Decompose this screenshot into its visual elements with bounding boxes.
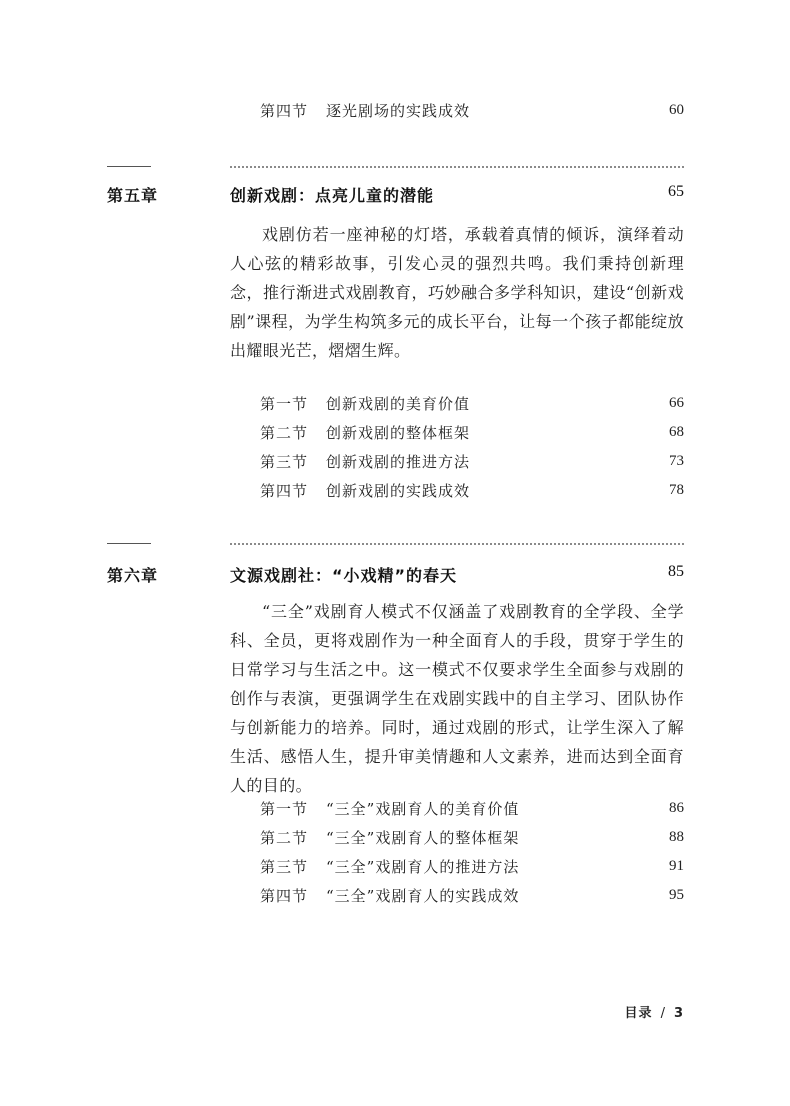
toc-section-row [260, 419, 684, 445]
toc-section-row [260, 882, 684, 908]
section-page-number: 60 [669, 101, 684, 118]
toc-section-row [260, 795, 684, 821]
section-title: “三全”戏剧育人的美育价值 [326, 799, 520, 818]
section-label: 第二节 [260, 828, 309, 847]
chapter-page-number: 85 [668, 563, 684, 580]
section-title: 创新戏剧的美育价值 [326, 394, 471, 413]
section-page-number: 78 [669, 481, 684, 498]
footer-label: 目录 [624, 1006, 653, 1021]
section-label: 第四节 [260, 101, 309, 120]
section-page-number: 95 [669, 886, 684, 903]
section-label: 第一节 [260, 394, 309, 413]
chapter-divider-short [107, 543, 151, 544]
section-label: 第四节 [260, 886, 309, 905]
chapter-divider-dotted [230, 543, 684, 545]
toc-section-row [260, 448, 684, 474]
chapter-label: 第六章 [107, 566, 159, 585]
toc-section-row [260, 853, 684, 879]
toc-section-row [260, 477, 684, 503]
toc-section-row [260, 97, 684, 123]
toc-section-row [260, 824, 684, 850]
section-title: 创新戏剧的实践成效 [326, 481, 471, 500]
chapter-intro: 戏剧仿若一座神秘的灯塔，承载着真情的倾诉，演绎着动人心弦的精彩故事，引发心灵的强烈共鸣。我们秉持创新理念，推行渐进式戏剧教育，巧妙融合多学科知识，建设“创新戏剧”课程，为学生构筑多元的成长平台，让每一个孩子都能绽放出耀眼光芒，熠熠生辉。 [230, 225, 684, 360]
footer-separator: / [660, 1006, 666, 1021]
chapter-label: 第五章 [107, 186, 159, 205]
section-label: 第三节 [260, 452, 309, 471]
page-footer [625, 1002, 684, 1021]
section-label: 第四节 [260, 481, 309, 500]
section-title: “三全”戏剧育人的实践成效 [326, 886, 520, 905]
chapter-intro: “三全”戏剧育人模式不仅涵盖了戏剧教育的全学段、全学科、全员，更将戏剧作为一种全面育人的手段，贯穿于学生的日常学习与生活之中。这一模式不仅要求学生全面参与戏剧的创作与表演，更强调学生在戏剧实践中的自主学习、团队协作与创新能力的培养。同时，通过戏剧的形式，让学生深入了解生活、感悟人生，提升审美情趣和人文素养，进而达到全面育人的目的。 [230, 602, 684, 795]
section-page-number: 86 [669, 799, 684, 816]
section-label: 第一节 [260, 799, 309, 818]
chapter-divider-short [107, 166, 151, 167]
section-title: 创新戏剧的整体框架 [326, 423, 471, 442]
section-title: “三全”戏剧育人的推进方法 [326, 857, 520, 876]
section-label: 第三节 [260, 857, 309, 876]
section-title: “三全”戏剧育人的整体框架 [326, 828, 520, 847]
section-page-number: 68 [669, 423, 684, 440]
chapter-divider-dotted [230, 166, 684, 168]
chapter-page-number: 65 [668, 183, 684, 200]
section-title: 创新戏剧的推进方法 [326, 452, 471, 471]
section-label: 第二节 [260, 423, 309, 442]
section-title: 逐光剧场的实践成效 [326, 101, 471, 120]
footer-page-number: 3 [673, 1006, 684, 1021]
section-page-number: 88 [669, 828, 684, 845]
chapter-title: 文源戏剧社：“小戏精”的春天 [230, 566, 458, 585]
section-page-number: 73 [669, 452, 684, 469]
chapter-title: 创新戏剧：点亮儿童的潜能 [230, 186, 435, 205]
toc-section-row [260, 390, 684, 416]
section-page-number: 91 [669, 857, 684, 874]
section-page-number: 66 [669, 394, 684, 411]
